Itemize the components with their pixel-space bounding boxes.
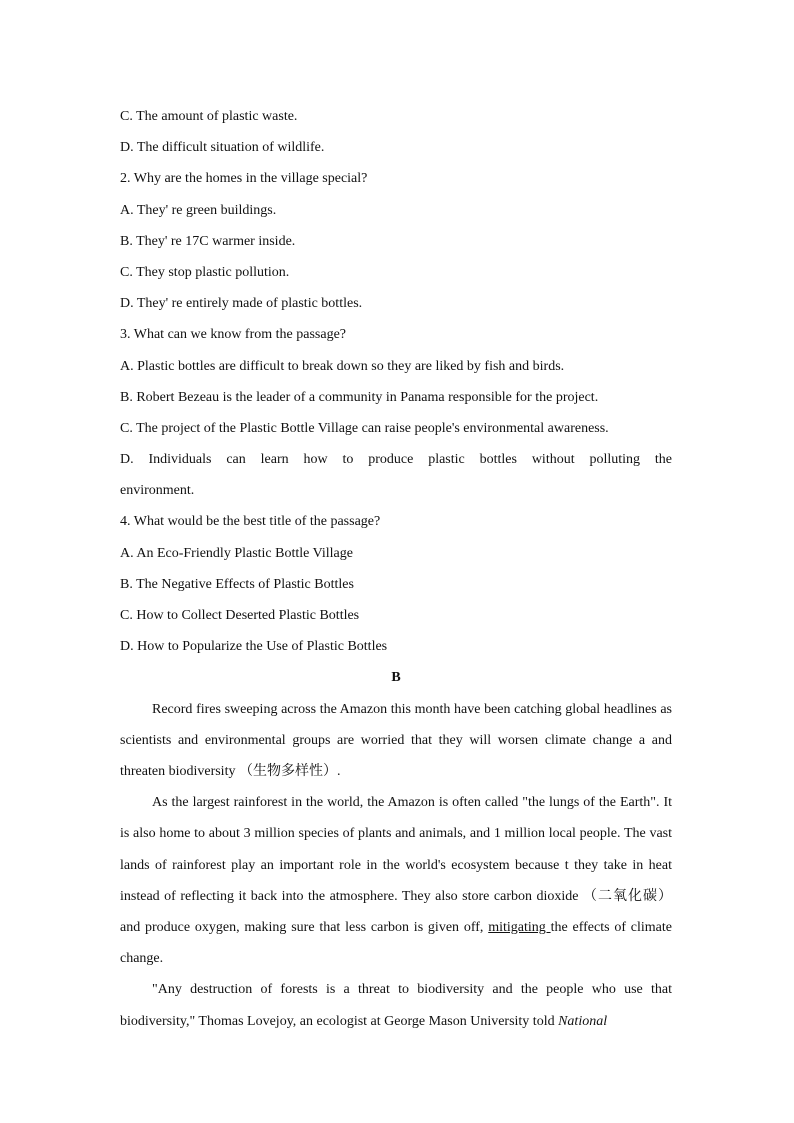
paragraph-3-italic: National	[558, 1013, 608, 1029]
q4-option-b: B. The Negative Effects of Plastic Bottles	[120, 576, 354, 592]
q2-option-a: A. They' re green buildings.	[120, 202, 277, 218]
document-page	[120, 101, 672, 1037]
paragraph-2-end: the effects of climate change.	[120, 919, 672, 967]
q2-option-c: C. They stop plastic pollution.	[120, 264, 290, 280]
q1-option-d: D. The difficult situation of wildlife.	[120, 140, 325, 156]
q1-option-c: C. The amount of plastic waste.	[120, 109, 298, 124]
q3-question: 3. What can we know from the passage?	[120, 327, 346, 343]
q3-option-a: A. Plastic bottles are difficult to break down so they are liked by fish and birds.	[120, 358, 565, 374]
section-heading: B	[391, 670, 401, 686]
q4-option-d: D. How to Popularize the Use of Plastic Bottles	[120, 639, 388, 655]
paragraph-1-text: Record fires sweeping across the Amazon this month have been catching global headlines as scientists and environmental groups are worried that they will worsen climate change a and threaten biodiversity	[120, 701, 672, 779]
paragraph-2-chinese-gloss: （二氧化碳）	[582, 887, 673, 904]
passage-paragraph-2	[120, 787, 672, 974]
q3-option-d-line1: D. Individuals can learn how to produce plastic bottles without polluting the	[120, 452, 672, 468]
q4-question: 4. What would be the best title of the passage?	[120, 514, 381, 530]
q2-option-d: D. They' re entirely made of plastic bottles.	[120, 296, 363, 312]
q2-question: 2. Why are the homes in the village special?	[120, 171, 368, 187]
paragraph-2-middle: and produce oxygen, making sure that less carbon is given off,	[120, 919, 489, 935]
passage-paragraph-1	[120, 694, 672, 788]
paragraph-1-end: .	[336, 763, 341, 779]
paragraph-2-text: As the largest rainforest in the world, the Amazon is often called "the lungs of the Earth". It is also home to about 3 million species of plants and animals, and 1 million local people. The vast lands of rainforest play an important role in the world's ecosystem because t they take in heat instead of reflecting it back into the atmosphere. They also store carbon dioxide	[120, 795, 672, 904]
q3-option-c: C. The project of the Plastic Bottle Village can raise people's environmental awareness.	[120, 420, 609, 436]
q4-option-a: A. An Eco-Friendly Plastic Bottle Village	[120, 545, 353, 561]
q4-option-c: C. How to Collect Deserted Plastic Bottles	[120, 608, 360, 623]
passage-paragraph-3	[120, 974, 672, 1036]
q3-option-d-line2: environment.	[120, 483, 195, 499]
paragraph-3-text: "Any destruction of forests is a threat to biodiversity and the people who use that biodiversity," Thomas Lovejoy, an ecologist at George Mason University told	[120, 982, 672, 1029]
paragraph-1-chinese-gloss: （生物多样性）	[238, 762, 337, 779]
q2-option-b: B. They' re 17C warmer inside.	[120, 233, 296, 249]
underlined-word: mitigating	[488, 919, 551, 935]
q3-option-b: B. Robert Bezeau is the leader of a community in Panama responsible for the project.	[120, 389, 599, 405]
